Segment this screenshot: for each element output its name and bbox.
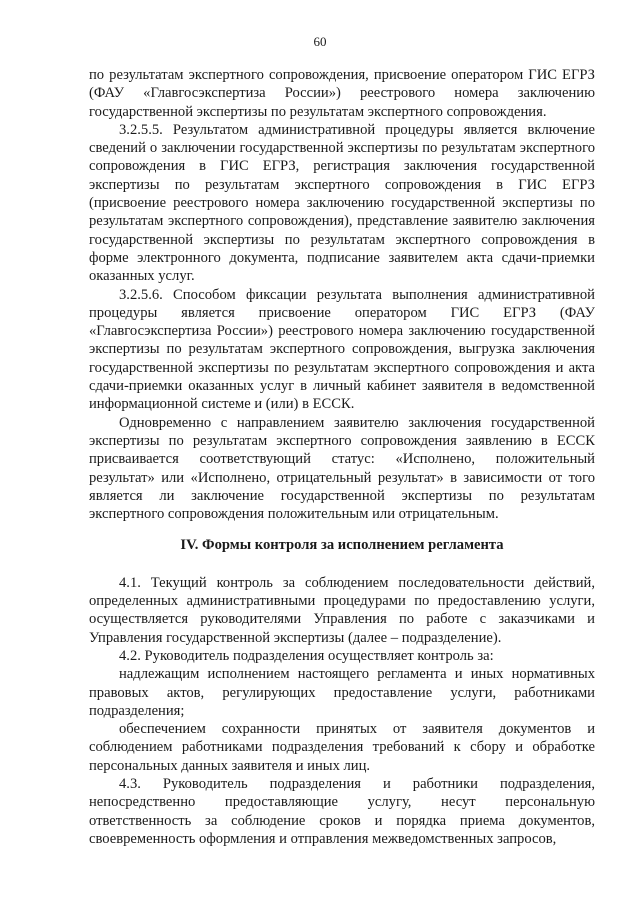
- paragraph-4-1: 4.1. Текущий контроль за соблюдением последовательности действий, определенных административными процедурами по предоставлению услуги, осуществляется руководителями Управления по работе с заказчиками и Управления государственной экспертизы (далее – подразделение).: [89, 574, 595, 646]
- paragraph: по результатам экспертного сопровождения, присвоение оператором ГИС ЕГРЗ (ФАУ «Главгосэкспертиза России») реестрового номера заключению государственной экспертизы по результатам экспертного сопровождения.: [89, 67, 595, 120]
- paragraph-4-2: 4.2. Руководитель подразделения осуществляет контроль за:: [119, 647, 494, 664]
- section-iv-body: [89, 574, 595, 848]
- paragraph: Одновременно с направлением заявителю заключения государственной экспертизы по результатам экспертного сопровождения заявлению в ЕССК присваивается соответствующий статус: «Исполнено, положительный результат» или «Исполнено, отрицательный результат» в зависимости от того является ли заключение государственной экспертизы по результатам экспертного сопровождения положительным или отрицательным.: [89, 414, 595, 523]
- page-number: 60: [313, 34, 327, 49]
- section-iii-continuation: [89, 66, 595, 523]
- section-heading: IV. Формы контроля за исполнением регламента: [180, 537, 504, 554]
- page-body: [89, 66, 595, 848]
- paragraph-4-3: 4.3. Руководитель подразделения и работники подразделения, непосредственно предоставляющие услугу, несут персональную ответственность за соблюдение сроков и порядка приема документов, своевременность оформления и отправления межведомственных запросов,: [89, 775, 595, 847]
- paragraph-3-2-5-6: 3.2.5.6. Способом фиксации результата выполнения административной процедуры является присвоение оператором ГИС ЕГРЗ (ФАУ «Главгосэкспертиза России») реестрового номера заключению государственной экспертизы по результатам экспертного сопровождения, выгрузка заключения государственной экспертизы по результатам экспертного сопровождения и акта сдачи-приемки оказанных услуг в личный кабинет заявителя в ведомственной информационной системе и (или) в ЕССК.: [89, 286, 595, 413]
- paragraph-3-2-5-5: 3.2.5.5. Результатом административной процедуры является включение сведений о заключении государственной экспертизы по результатам экспертного сопровождения в ГИС ЕГРЗ, регистрация заключения государственной экспертизы по результатам экспертного сопровождения в ГИС ЕГРЗ (присвоение реестрового номера заключению государственной экспертизы по результатам экспертного сопровождения), представление заявителю заключения государственной экспертизы по результатам экспертного сопровождения в форме электронного документа, подписание заявителем акта сдачи-приемки оказанных услуг.: [89, 121, 595, 285]
- paragraph: обеспечением сохранности принятых от заявителя документов и соблюдением работниками подразделения требований к сбору и обработке персональных данных заявителя и иных лиц.: [89, 721, 595, 774]
- paragraph: надлежащим исполнением настоящего регламента и иных нормативных правовых актов, регулирующих предоставление услуги, работниками подразделения;: [89, 666, 595, 719]
